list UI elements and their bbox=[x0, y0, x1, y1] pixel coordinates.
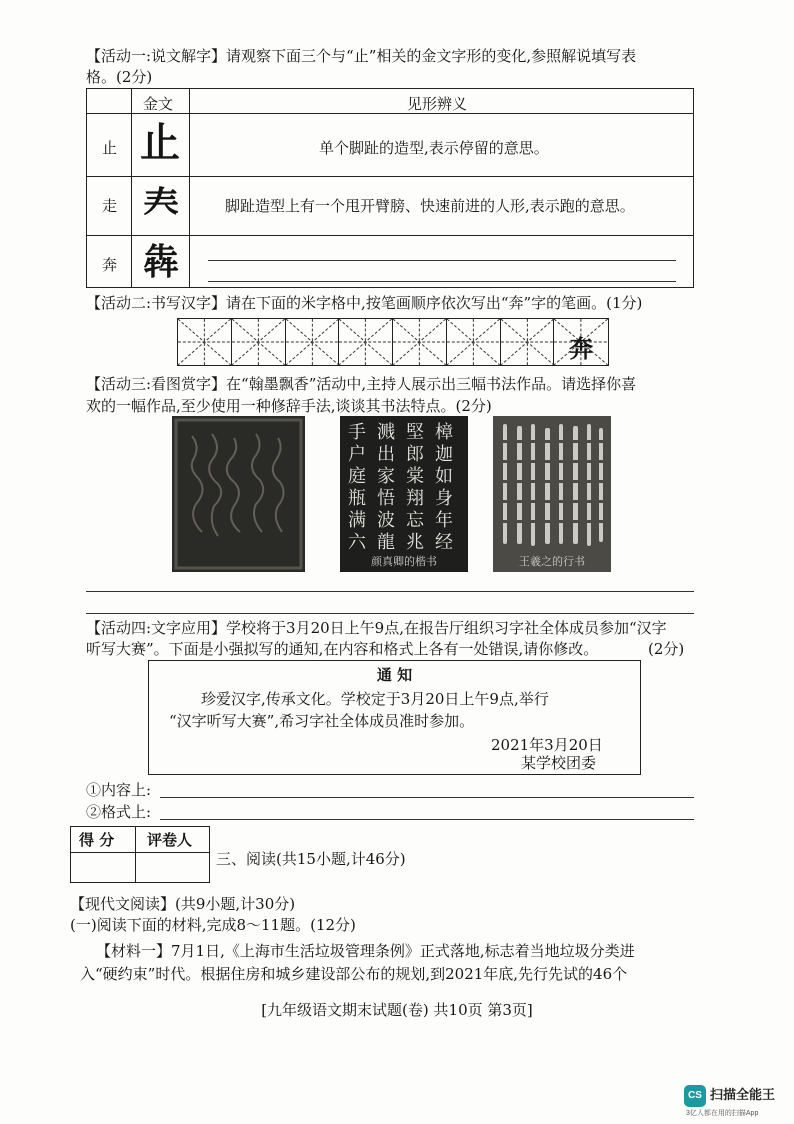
material1-line1: 【材料一】7月1日,《上海市生活垃圾管理条例》正式落地,标志着当地垃圾分类进 bbox=[96, 942, 635, 960]
activity4-points: (2分) bbox=[648, 640, 685, 658]
yan-column-1: 手户庭瓶满六 bbox=[348, 422, 366, 553]
mi-cell[interactable] bbox=[447, 319, 501, 365]
calligraphy-image-yan-zhenqing[interactable] bbox=[340, 416, 468, 572]
notice-date: 2021年3月20日 bbox=[491, 736, 603, 754]
row-char-zou: 走 bbox=[102, 197, 118, 215]
calligraphy-image-cursive[interactable] bbox=[172, 416, 305, 572]
mi-cell[interactable] bbox=[339, 319, 393, 365]
modern-reading-title: 【现代文阅读】(共9小题,计30分) bbox=[70, 895, 296, 913]
wang-caption: 王羲之的行书 bbox=[519, 555, 585, 568]
activity1-line1: 【活动一:说文解字】请观察下面三个与“止”相关的金文字形的变化,参照解说填写表 bbox=[86, 47, 637, 65]
activity3-answer-line-2[interactable] bbox=[86, 613, 694, 614]
material1-line2: 入“硬约束”时代。根据住房和城乡建设部公布的规划,到2021年底,先行先试的46个 bbox=[80, 965, 628, 983]
mi-cell[interactable] bbox=[232, 319, 286, 365]
camscanner-logo-icon: CS bbox=[684, 1085, 706, 1107]
mi-cell[interactable] bbox=[501, 319, 555, 365]
yan-column-4: 樟迦如身年经 bbox=[435, 422, 453, 553]
row-char-zhi: 止 bbox=[102, 139, 118, 157]
activity3-answer-line-1[interactable] bbox=[86, 591, 694, 592]
activity1-line2: 格。(2分) bbox=[86, 68, 153, 86]
mi-final-char: 奔 bbox=[569, 334, 594, 363]
row-desc-zou: 脚趾造型上有一个甩开臂膀、快速前进的人形,表示跑的意思。 bbox=[225, 197, 635, 215]
jinwen-ben-glyph: 犇 bbox=[143, 241, 180, 283]
ben-answer-line-1[interactable] bbox=[208, 260, 676, 261]
activity3-line1: 【活动三:看图赏字】在“翰墨飘香”活动中,主持人展示出三幅书法作品。请选择你喜 bbox=[86, 375, 637, 393]
row-desc-zhi: 单个脚趾的造型,表示停留的意思。 bbox=[319, 139, 549, 157]
notice-body-line2: “汉字听写大赛”,希习字社全体成员准时参加。 bbox=[169, 712, 475, 730]
mi-cell-final bbox=[554, 319, 608, 365]
yan-caption: 颜真卿的楷书 bbox=[371, 555, 437, 568]
mi-cell[interactable] bbox=[178, 319, 232, 365]
score-box bbox=[70, 826, 210, 883]
ben-answer-line-2[interactable] bbox=[208, 281, 676, 282]
activity2-text: 【活动二:书写汉字】请在下面的米字格中,按笔画顺序依次写出“奔”字的笔画。(1分) bbox=[86, 294, 643, 312]
notice-body-line1: 珍爱汉字,传承文化。学校定于3月20日上午9点,举行 bbox=[201, 690, 549, 708]
part1-instruction: (一)阅读下面的材料,完成8～11题。(12分) bbox=[70, 916, 356, 934]
content-answer-line[interactable] bbox=[160, 797, 694, 798]
calligraphy-image-wang-xizhi[interactable] bbox=[493, 416, 611, 572]
jinwen-table bbox=[86, 88, 694, 288]
score-label: 得 分 bbox=[79, 831, 115, 849]
yan-column-2: 溅出家悟波龍 bbox=[377, 422, 395, 553]
table-header-meaning: 见形辨义 bbox=[407, 95, 468, 113]
notice-title: 通 知 bbox=[376, 666, 413, 684]
watermark-sub: 3亿人都在用的扫描App bbox=[686, 1110, 759, 1117]
grader-label: 评卷人 bbox=[147, 831, 193, 849]
notice-signer: 某学校团委 bbox=[521, 754, 597, 772]
format-answer-line[interactable] bbox=[160, 819, 694, 820]
mi-grid bbox=[177, 318, 609, 366]
section3-title: 三、阅读(共15小题,计46分) bbox=[216, 850, 406, 868]
jinwen-zou-glyph: 𡗗 bbox=[143, 182, 180, 224]
yan-column-3: 堅郎棠翔忘兆 bbox=[406, 422, 424, 553]
watermark-name: 扫描全能王 bbox=[710, 1087, 776, 1102]
mi-cell[interactable] bbox=[286, 319, 340, 365]
table-header-jinwen: 金文 bbox=[143, 95, 174, 113]
row-char-ben: 奔 bbox=[102, 256, 118, 274]
activity3-line2: 欢的一幅作品,至少使用一种修辞手法,谈谈其书法特点。(2分) bbox=[86, 397, 492, 415]
jinwen-zhi-glyph: 止 bbox=[140, 119, 180, 166]
mi-cell[interactable] bbox=[393, 319, 447, 365]
activity4-line1: 【活动四:文字应用】学校将于3月20日上午9点,在报告厅组织习字社全体成员参加“汉字 bbox=[86, 619, 667, 637]
activity4-line2: 听写大赛”。下面是小强拟写的通知,在内容和格式上各有一处错误,请你修改。 bbox=[86, 640, 599, 658]
content-label: ①内容上: bbox=[86, 781, 152, 799]
notice-box bbox=[148, 660, 641, 775]
page-footer: [九年级语文期末试题(卷) 共10页 第3页] bbox=[261, 1001, 533, 1019]
format-label: ②格式上: bbox=[86, 803, 152, 821]
